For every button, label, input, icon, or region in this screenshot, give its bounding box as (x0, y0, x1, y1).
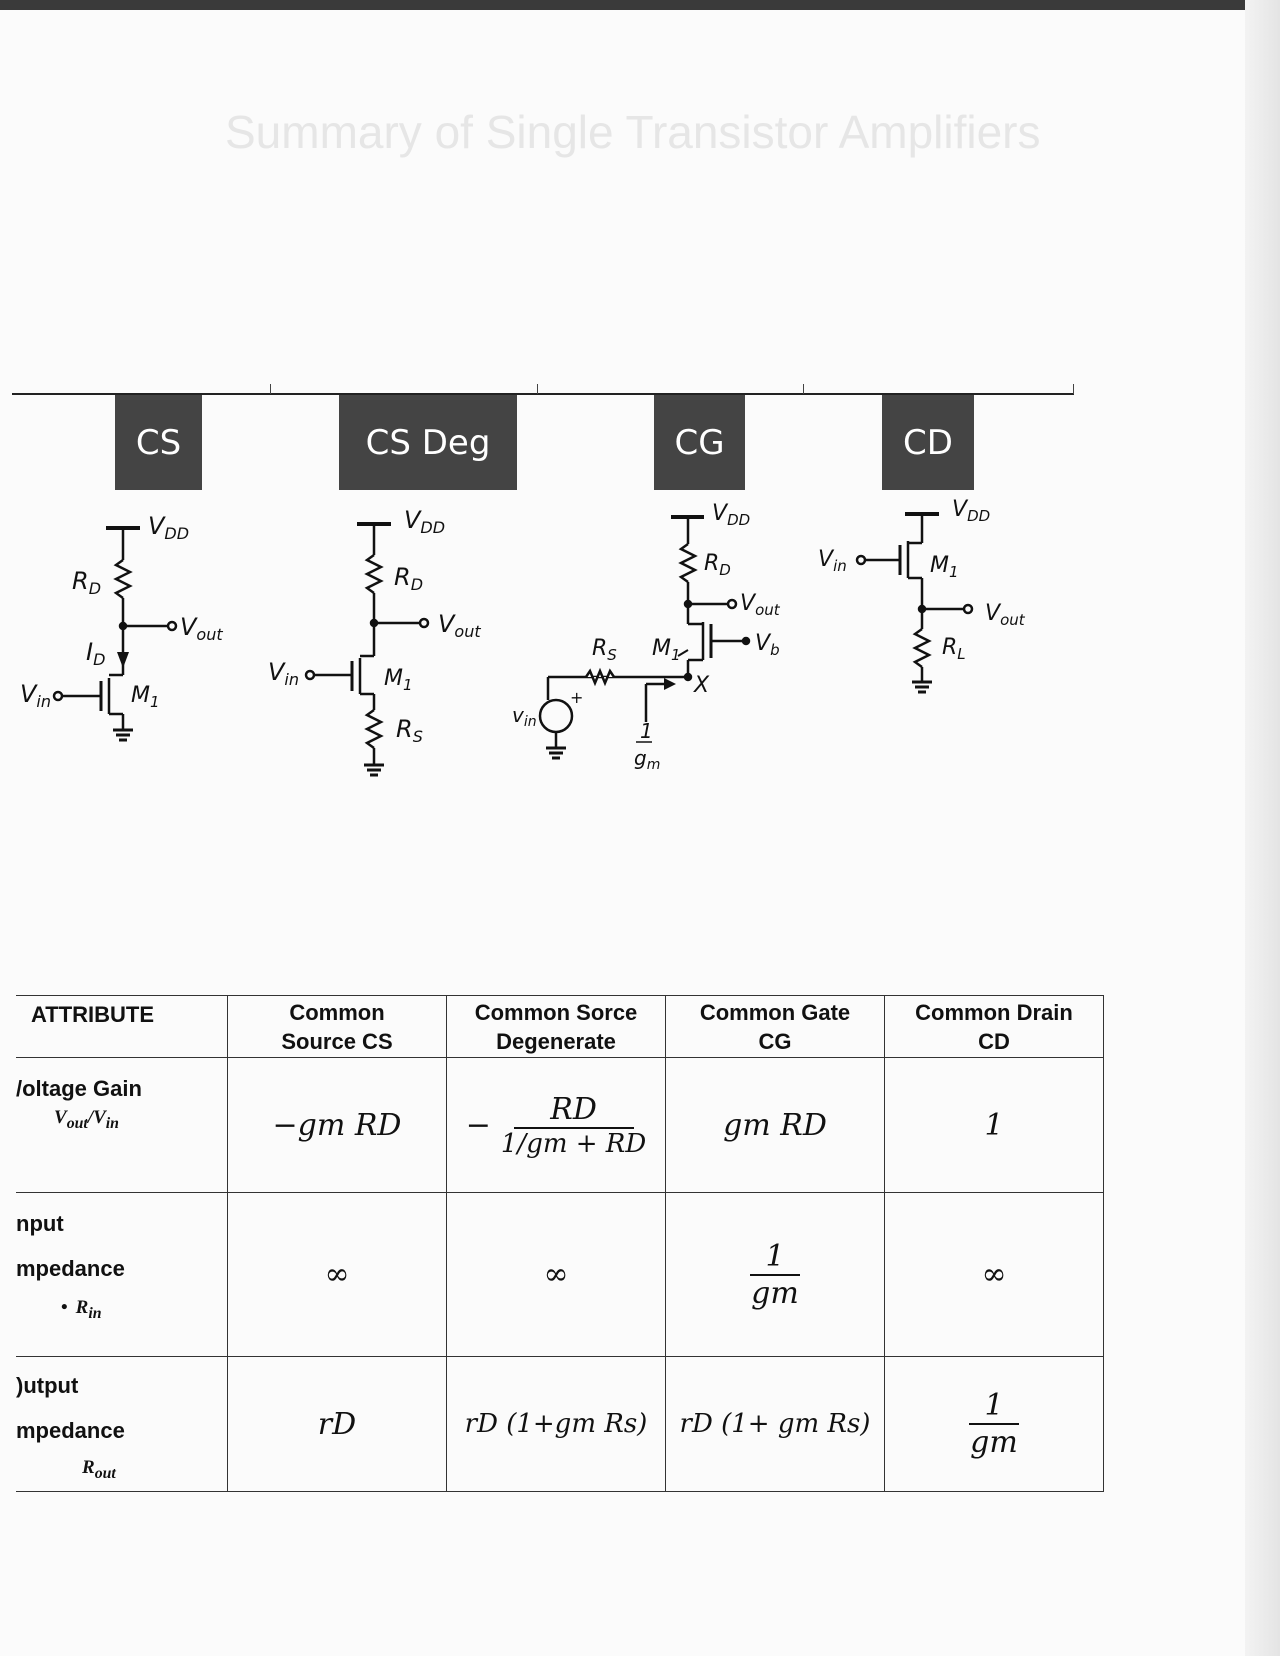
csdeg-rd-label: $R_D$ (394, 563, 424, 594)
header-tick (270, 384, 271, 394)
cd-vout-label: $V_{out}$ (985, 601, 1025, 629)
cg-rout-value: rD (1+ gm Rs) (666, 1357, 885, 1492)
cg-frac-num: 1 (640, 719, 653, 743)
cg-plus-sign: + (570, 688, 584, 707)
col-header-cs: Common Source CS (228, 996, 447, 1058)
header-cs-deg: CS Deg (339, 395, 517, 490)
col-header-csdeg: Common Sorce Degenerate (447, 996, 666, 1058)
cg-vin-label: $v_{in}$ (512, 703, 537, 730)
cd-vin-label: $V_{in}$ (818, 547, 847, 575)
header-tick (1073, 384, 1074, 394)
cs-vin-label: $V_{in}$ (20, 680, 52, 711)
header-tick (537, 384, 538, 394)
table-row (16, 1357, 1104, 1492)
cs-id-label: $I_D$ (86, 638, 106, 669)
symbol-rin: • $R_{in}$ (61, 1297, 102, 1322)
circuit-diagrams (0, 490, 1100, 790)
cd-m1-label: $M_1$ (930, 553, 959, 581)
scan-right-edge (1245, 0, 1280, 1656)
csdeg-gain-value: − RD 1/gm + RD (447, 1058, 666, 1193)
faded-title: Summary of Single Transistor Amplifiers (225, 106, 1041, 158)
cs-m1-label: $M_1$ (131, 683, 160, 711)
scan-top-edge (0, 0, 1280, 10)
cg-vdd-label: $V_{DD}$ (712, 501, 751, 529)
cd-rl-label: $R_L$ (942, 635, 966, 663)
attribute-table (16, 995, 1104, 1492)
csdeg-rin-value: ∞ (447, 1193, 666, 1357)
table-row (16, 1058, 1104, 1193)
csdeg-rout-value: rD (1+gm Rs) (447, 1357, 666, 1492)
row-label-input-impedance: nput mpedance • $R_{in}$ (16, 1193, 228, 1357)
header-tick (803, 384, 804, 394)
cg-rin-value: $\frac{1}{gm}$ (666, 1193, 885, 1357)
csdeg-vin-label: $V_{in}$ (268, 658, 300, 689)
cd-vdd-label: $V_{DD}$ (952, 497, 991, 525)
cg-rd-label: $R_D$ (704, 551, 731, 579)
cg-gain-value: gm RD (666, 1058, 885, 1193)
csdeg-vdd-label: $V_{DD}$ (404, 506, 446, 537)
cd-gain-value: 1 (885, 1058, 1104, 1193)
table-header-row (16, 996, 1104, 1058)
cg-vout-label: $V_{out}$ (740, 591, 780, 619)
cs-vout-label: $V_{out}$ (180, 613, 223, 644)
col-header-cd: Common Drain CD (885, 996, 1104, 1058)
symbol-vout-vin: $V_{out}/V_{in}$ (54, 1107, 119, 1132)
cs-gain-value: −gm RD (228, 1058, 447, 1193)
cs-rout-value: rD (228, 1357, 447, 1492)
csdeg-m1-label: $M_1$ (384, 666, 413, 694)
col-header-cg: Common Gate CG (666, 996, 885, 1058)
cg-frac-den: $g_m$ (634, 746, 661, 773)
row-label-voltage-gain: /oltage Gain $V_{out}/V_{in}$ (16, 1058, 228, 1193)
csdeg-rs-label: $R_S$ (396, 715, 423, 746)
table-row (16, 1193, 1104, 1357)
col-header-attribute: ATTRIBUTE (16, 996, 228, 1058)
cd-circuit (857, 514, 972, 692)
csdeg-vout-label: $V_{out}$ (438, 610, 481, 641)
cg-rs-label: $R_S$ (592, 636, 617, 664)
row-label-output-impedance: )utput mpedance $R_{out}$ (16, 1357, 228, 1492)
cd-rout-value: $\frac{1}{gm}$ (885, 1357, 1104, 1492)
cg-m1-label: $M_1$ (652, 636, 681, 664)
cs-rin-value: ∞ (228, 1193, 447, 1357)
symbol-rout: $R_{out}$ (82, 1457, 116, 1482)
cg-vb-label: $V_b$ (755, 631, 780, 659)
cg-x-label: X (694, 673, 710, 698)
cs-vdd-label: $V_{DD}$ (148, 512, 190, 543)
header-cg: CG (654, 395, 745, 490)
cs-rd-label: $R_D$ (72, 567, 102, 598)
header-cs: CS (115, 395, 202, 490)
cd-rin-value: ∞ (885, 1193, 1104, 1357)
header-cd: CD (882, 395, 974, 490)
